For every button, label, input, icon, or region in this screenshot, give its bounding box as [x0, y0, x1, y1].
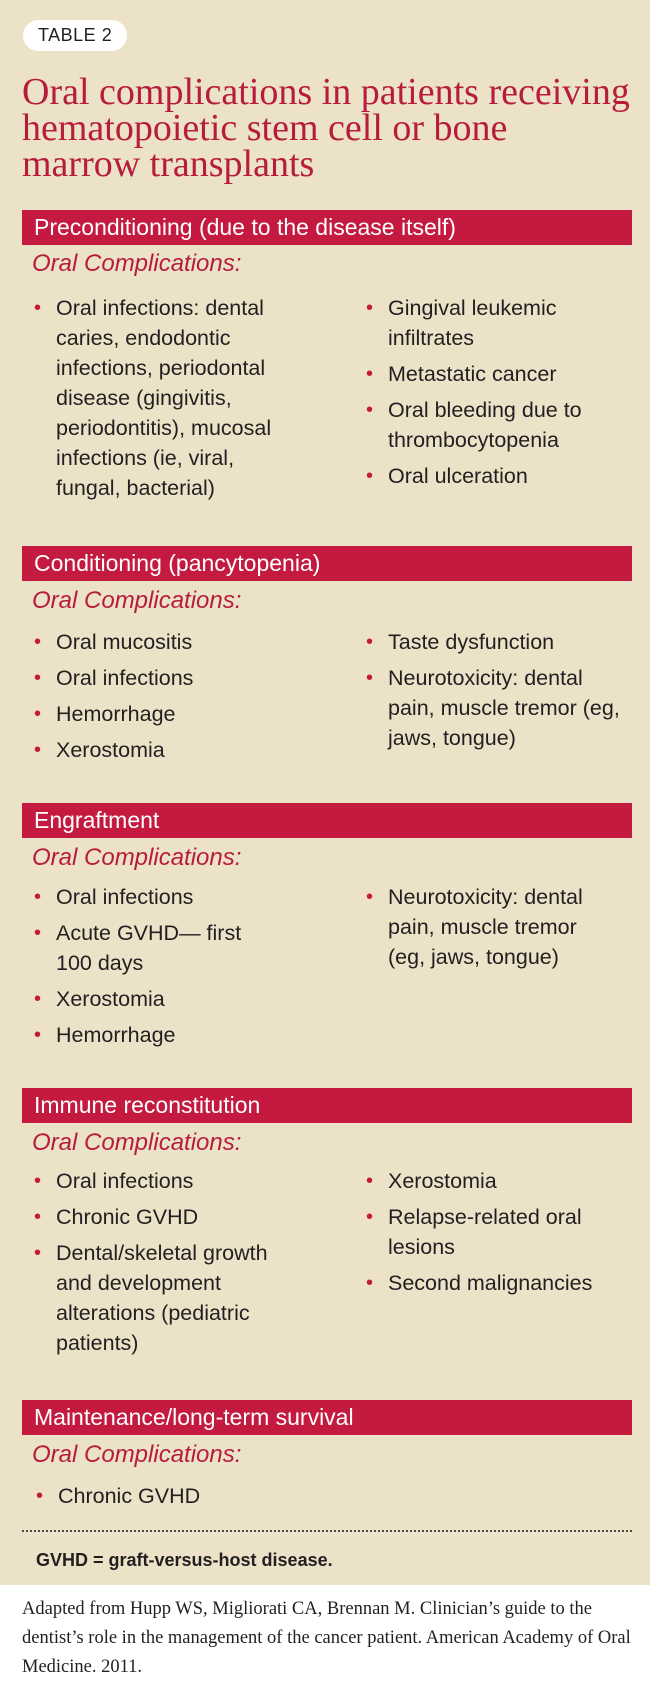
source-citation: Adapted from Hupp WS, Migliorati CA, Brennan M. Clinician’s guide to the dentist’s role in the management of the cancer patient. American Academy of Oral Medicine. 2011.: [22, 1599, 631, 1677]
list-item: • Chronic GVHD: [34, 1205, 199, 1229]
list-item: • Xerostomia: [366, 1169, 497, 1193]
section-heading-conditioning: Conditioning (pancytopenia): [22, 546, 632, 581]
page-title: Oral complications in patients receiving hematopoietic stem cell or bone marrow transplants: [22, 71, 630, 185]
list-item: • Oral infections: [34, 1169, 194, 1193]
list-item: • Relapse-related oral lesions: [366, 1205, 582, 1259]
preconditioning-left-list: [32, 293, 302, 509]
list-item: • Dental/skeletal growth and development alterations (pediatric patients): [34, 1241, 268, 1355]
list-item: • Xerostomia: [34, 987, 165, 1011]
list-item: • Second malignancies: [366, 1271, 593, 1295]
list-item: • Chronic GVHD: [36, 1484, 201, 1508]
immune-reconstitution-left-list: [32, 1166, 302, 1364]
list-item: • Oral infections: [34, 885, 194, 909]
list-item: • Xerostomia: [34, 738, 165, 762]
list-item: • Metastatic cancer: [366, 362, 557, 386]
oral-complications-label: Oral Complications:: [32, 250, 242, 277]
section-heading-maintenance: Maintenance/long-term survival: [22, 1400, 632, 1435]
divider: [22, 1530, 632, 1532]
oral-complications-label: Oral Complications:: [32, 587, 242, 614]
section-heading-engraftment: Engraftment: [22, 803, 632, 838]
list-item: • Taste dysfunction: [366, 630, 555, 654]
engraftment-right-list: [364, 882, 594, 978]
list-item: • Acute GVHD— first 100 days: [34, 921, 242, 975]
list-item: • Oral bleeding due to thrombocytopenia: [366, 398, 582, 452]
list-item: • Gingival leukemic infiltrates: [366, 296, 557, 350]
list-item: • Hemorrhage: [34, 702, 176, 726]
maintenance-left-list: [34, 1481, 304, 1517]
conditioning-right-list: [364, 627, 624, 759]
oral-complications-label: Oral Complications:: [32, 1441, 242, 1468]
conditioning-left-list: [32, 627, 302, 771]
preconditioning-right-list: [364, 293, 624, 497]
list-item: • Oral ulceration: [366, 464, 528, 488]
immune-reconstitution-right-list: [364, 1166, 624, 1304]
list-item: • Neurotoxicity: dental pain, muscle tremor (eg, jaws, tongue): [366, 666, 620, 750]
section-heading-immune-reconstitution: Immune reconstitution: [22, 1088, 632, 1123]
section-heading-preconditioning: Preconditioning (due to the disease itself): [22, 210, 632, 245]
list-item: • Oral infections: dental caries, endodontic infections, periodontal disease (gingivitis, periodontitis), mucosal infections (ie, viral, fungal, bacterial): [34, 296, 272, 500]
list-item: • Hemorrhage: [34, 1023, 176, 1047]
oral-complications-label: Oral Complications:: [32, 844, 242, 871]
table-number-badge: TABLE 2: [23, 20, 127, 51]
list-item: • Oral infections: [34, 666, 194, 690]
abbreviation-note: GVHD = graft-versus-host disease.: [36, 1550, 333, 1570]
oral-complications-label: Oral Complications:: [32, 1129, 242, 1156]
engraftment-left-list: [32, 882, 242, 1056]
list-item: • Neurotoxicity: dental pain, muscle tremor (eg, jaws, tongue): [366, 885, 583, 969]
list-item: • Oral mucositis: [34, 630, 193, 654]
